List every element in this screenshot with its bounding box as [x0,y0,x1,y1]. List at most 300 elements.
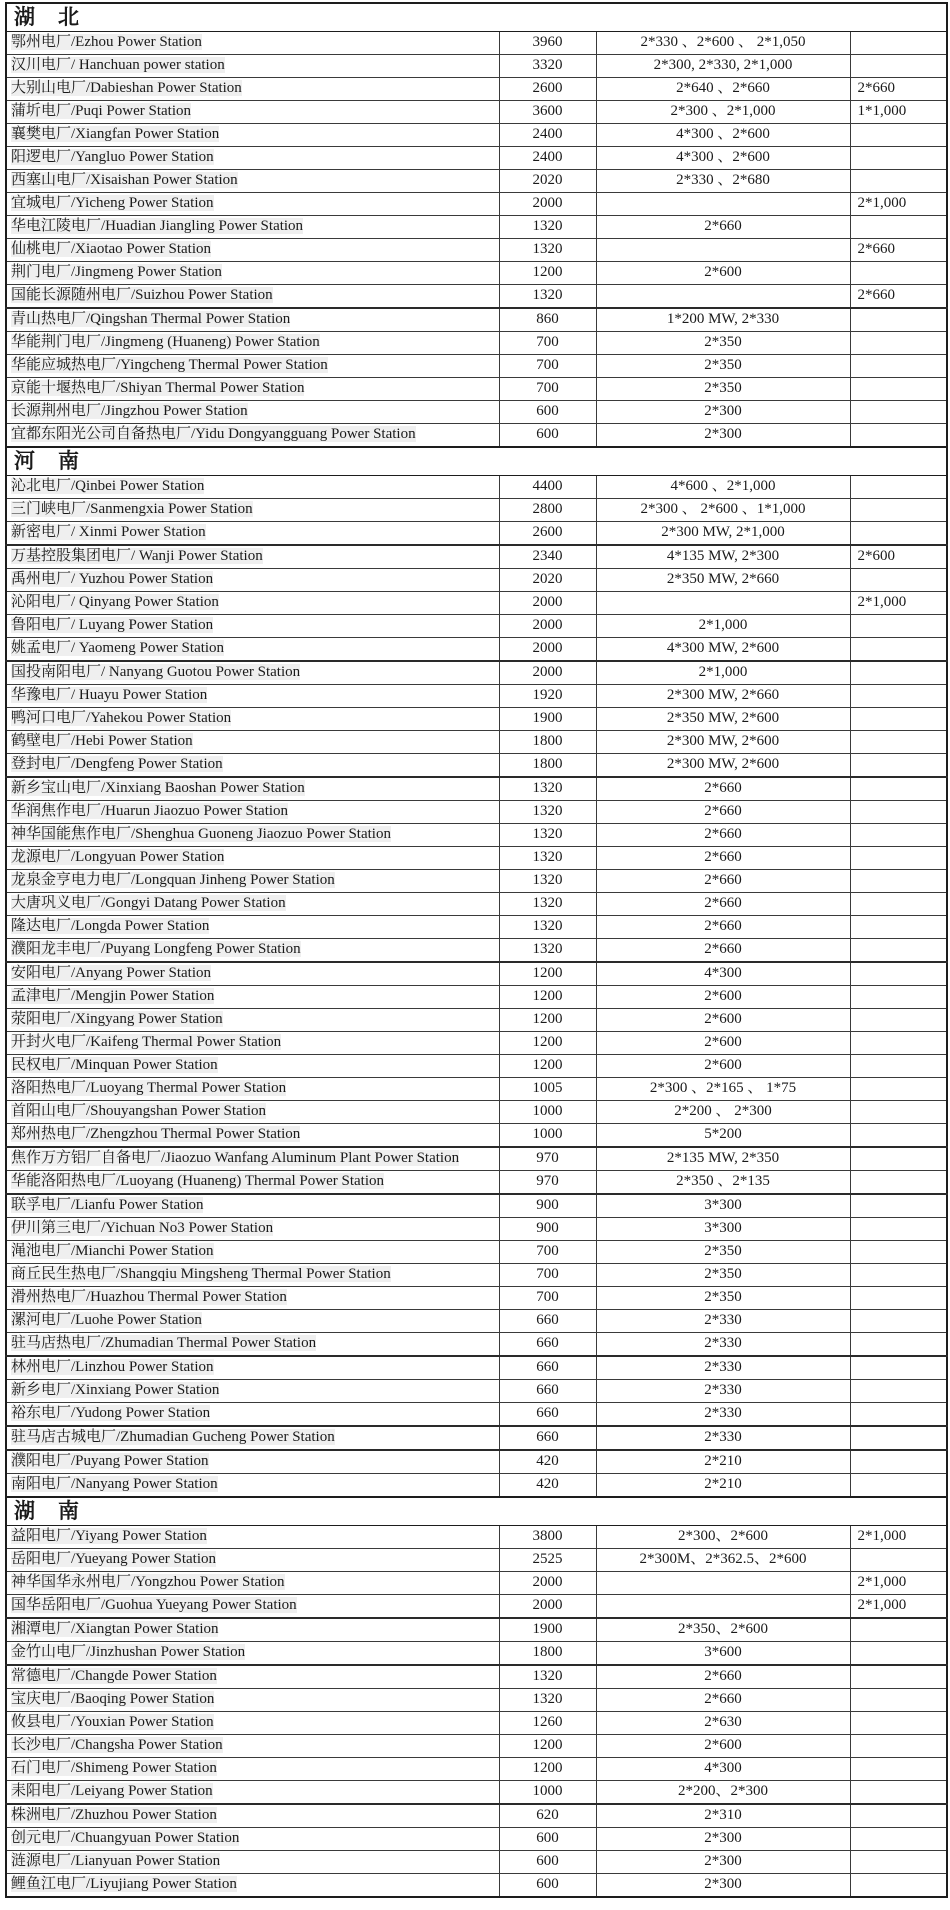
station-name-cell [6,1549,499,1572]
units-value: 2*210 [704,1453,742,1470]
units-cell [596,1147,850,1171]
capacity-value: 660 [536,1429,559,1446]
station-name-cell [6,476,499,499]
station-name-cell [6,1758,499,1781]
capacity-cell [499,1264,596,1287]
units-value: 2*300 MW, 2*1,000 [661,524,785,541]
units-cell [596,569,850,592]
table-row [6,685,947,708]
station-name: 国能长源随州电厂/Suizhou Power Station [11,287,273,304]
capacity-value: 1320 [532,826,563,843]
station-name: 裕东电厂/Yudong Power Station [11,1405,211,1422]
units-cell [596,499,850,522]
station-name: 荆门电厂/Jingmeng Power Station [11,264,222,281]
extra-units-value: 2*1,000 [857,594,907,611]
units-value: 3*600 [704,1644,742,1661]
capacity-cell [499,124,596,147]
extra-units-cell [850,754,947,778]
units-value: 2*300 [704,1876,742,1893]
capacity-cell [499,1310,596,1333]
units-cell [596,1474,850,1498]
capacity-value: 660 [536,1382,559,1399]
units-value: 2*600 [704,1737,742,1754]
capacity-cell [499,1194,596,1218]
units-value: 2*350 MW, 2*660 [666,571,780,588]
capacity-value: 1320 [532,780,563,797]
extra-units-cell [850,1758,947,1781]
capacity-cell [499,1526,596,1549]
station-name-cell [6,1101,499,1124]
capacity-cell [499,638,596,662]
capacity-cell [499,170,596,193]
station-name-cell [6,939,499,963]
station-name: 三门峡电厂/Sanmengxia Power Station [11,501,253,518]
extra-units-cell [850,939,947,963]
capacity-value: 700 [536,334,559,351]
extra-units-cell [850,1287,947,1310]
capacity-cell [499,1380,596,1403]
units-cell [596,1310,850,1333]
station-name: 耒阳电厂/Leiyang Power Station [11,1783,213,1800]
table-row [6,1665,947,1689]
table-row [6,1851,947,1874]
table-row [6,939,947,963]
station-name: 攸县电厂/Youxian Power Station [11,1714,214,1731]
units-cell [596,401,850,424]
capacity-value: 2000 [532,1574,563,1591]
station-name: 濮阳电厂/Puyang Power Station [11,1453,209,1470]
table-row [6,1874,947,1898]
table-row [6,592,947,615]
units-value: 2*300 [704,403,742,420]
table-row [6,1310,947,1333]
units-value: 2*310 [704,1807,742,1824]
extra-units-cell [850,1572,947,1595]
station-name: 金竹山电厂/Jinzhushan Power Station [11,1644,246,1661]
capacity-cell [499,1450,596,1474]
capacity-cell [499,1403,596,1427]
extra-units-cell [850,847,947,870]
station-name: 华豫电厂/ Huayu Power Station [11,687,208,704]
extra-units-cell [850,1618,947,1642]
capacity-value: 1800 [532,733,563,750]
capacity-value: 660 [536,1312,559,1329]
capacity-value: 1900 [532,1621,563,1638]
station-name-cell [6,1426,499,1450]
capacity-value: 3800 [532,1528,563,1545]
units-cell [596,962,850,986]
capacity-cell [499,355,596,378]
extra-units-cell [850,124,947,147]
station-name-cell [6,1874,499,1898]
station-name-cell [6,1264,499,1287]
units-value: 2*300 MW, 2*660 [666,687,780,704]
units-cell [596,332,850,355]
station-name-cell [6,1735,499,1758]
table-row [6,101,947,124]
station-name-cell [6,1851,499,1874]
capacity-value: 1200 [532,1034,563,1051]
extra-units-cell [850,1124,947,1148]
units-value: 2*330 [704,1429,742,1446]
table-row [6,147,947,170]
table-row [6,870,947,893]
station-name: 林州电厂/Linzhou Power Station [11,1359,214,1376]
table-row [6,1474,947,1498]
station-name-cell [6,378,499,401]
units-value: 3*300 [704,1197,742,1214]
table-row [6,1758,947,1781]
station-name-cell [6,424,499,448]
station-name-cell [6,1642,499,1666]
units-cell [596,1124,850,1148]
table-row [6,1101,947,1124]
units-value: 2*630 [704,1714,742,1731]
station-name-cell [6,499,499,522]
units-cell [596,1804,850,1828]
capacity-value: 700 [536,1243,559,1260]
units-cell [596,1194,850,1218]
units-value: 2*660 [704,826,742,843]
station-name: 首阳山电厂/Shouyangshan Power Station [11,1103,266,1120]
station-name-cell [6,1712,499,1735]
capacity-value: 1320 [532,218,563,235]
extra-units-cell [850,1147,947,1171]
station-name-cell [6,285,499,309]
extra-units-cell [850,1474,947,1498]
capacity-value: 1200 [532,1057,563,1074]
station-name-cell [6,1828,499,1851]
capacity-cell [499,939,596,963]
capacity-cell [499,378,596,401]
table-row [6,1781,947,1805]
table-row [6,1804,947,1828]
extra-units-cell [850,1310,947,1333]
table-row [6,1055,947,1078]
units-cell [596,1218,850,1241]
capacity-cell [499,1333,596,1357]
capacity-value: 1200 [532,264,563,281]
units-cell [596,685,850,708]
units-cell [596,592,850,615]
station-name-cell [6,870,499,893]
extra-units-value: 1*1,000 [857,103,907,120]
station-name: 宜都东阳光公司自备热电厂/Yidu Dongyangguang Power Station [11,426,416,443]
station-name: 青山热电厂/Qingshan Thermal Power Station [11,311,291,328]
extra-units-value: 2*1,000 [857,195,907,212]
capacity-value: 1800 [532,756,563,773]
units-cell [596,1101,850,1124]
units-value: 2*350 MW, 2*600 [666,710,780,727]
station-name-cell [6,1218,499,1241]
extra-units-cell [850,1689,947,1712]
extra-units-cell [850,1171,947,1195]
capacity-value: 660 [536,1359,559,1376]
extra-units-cell [850,332,947,355]
extra-units-cell [850,147,947,170]
station-name-cell [6,308,499,332]
capacity-cell [499,1474,596,1498]
capacity-value: 2600 [532,80,563,97]
station-name-cell [6,893,499,916]
units-value: 2*350 [704,334,742,351]
capacity-cell [499,262,596,285]
units-cell [596,1287,850,1310]
capacity-cell [499,870,596,893]
units-cell [596,32,850,55]
station-name: 驻马店古城电厂/Zhumadian Gucheng Power Station [11,1429,335,1446]
table-row [6,1828,947,1851]
capacity-cell [499,1665,596,1689]
station-name-cell [6,1618,499,1642]
table-row [6,55,947,78]
extra-units-cell [850,378,947,401]
station-name-cell [6,847,499,870]
station-name: 大别山电厂/Dabieshan Power Station [11,80,242,97]
extra-units-cell [850,569,947,592]
capacity-cell [499,239,596,262]
table-row [6,1595,947,1619]
extra-units-cell [850,1426,947,1450]
station-name: 华电江陵电厂/Huadian Jiangling Power Station [11,218,304,235]
capacity-cell [499,193,596,216]
extra-units-cell [850,777,947,801]
capacity-cell [499,1101,596,1124]
units-cell [596,1264,850,1287]
table-row [6,1032,947,1055]
units-cell [596,824,850,847]
capacity-cell [499,78,596,101]
station-name: 伊川第三电厂/Yichuan No3 Power Station [11,1220,274,1237]
table-row [6,193,947,216]
station-name-cell [6,962,499,986]
extra-units-cell [850,545,947,569]
capacity-value: 1800 [532,1644,563,1661]
station-name-cell [6,401,499,424]
station-name-cell [6,1526,499,1549]
capacity-cell [499,1874,596,1898]
units-cell [596,847,850,870]
capacity-cell [499,754,596,778]
capacity-cell [499,847,596,870]
station-name-cell [6,1572,499,1595]
table-row [6,824,947,847]
units-cell [596,870,850,893]
station-name: 石门电厂/Shimeng Power Station [11,1760,217,1777]
station-name: 郑州热电厂/Zhengzhou Thermal Power Station [11,1126,301,1143]
table-row [6,754,947,778]
capacity-cell [499,1218,596,1241]
units-value: 2*300 、 2*600 、1*1,000 [640,501,806,518]
station-name: 神华国能焦作电厂/Shenghua Guoneng Jiaozuo Power Station [11,826,391,843]
station-name: 商丘民生热电厂/Shangqiu Mingsheng Thermal Power Station [11,1266,391,1283]
station-name-cell [6,777,499,801]
station-name-cell [6,1032,499,1055]
station-name-cell [6,1403,499,1427]
extra-units-cell [850,986,947,1009]
station-name: 新密电厂/ Xinmi Power Station [11,524,206,541]
capacity-cell [499,499,596,522]
units-cell [596,801,850,824]
units-cell [596,216,850,239]
station-name-cell [6,638,499,662]
capacity-value: 420 [536,1453,559,1470]
units-value: 2*300 [704,426,742,443]
capacity-cell [499,615,596,638]
units-value: 2*660 [704,218,742,235]
station-name-cell [6,1665,499,1689]
capacity-value: 1000 [532,1126,563,1143]
station-name-cell [6,355,499,378]
units-cell [596,777,850,801]
capacity-cell [499,592,596,615]
station-name: 联孚电厂/Lianfu Power Station [11,1197,204,1214]
capacity-value: 700 [536,1289,559,1306]
table-row [6,545,947,569]
capacity-value: 420 [536,1476,559,1493]
extra-units-cell [850,55,947,78]
station-name-cell [6,916,499,939]
station-name: 禹州电厂/ Yuzhou Power Station [11,571,214,588]
units-value: 2*330 [704,1405,742,1422]
section-title: 湖 北 [6,3,947,32]
extra-units-cell [850,32,947,55]
table-row [6,401,947,424]
capacity-cell [499,1572,596,1595]
station-name-cell [6,1781,499,1805]
extra-units-cell [850,424,947,448]
capacity-cell [499,32,596,55]
capacity-cell [499,1426,596,1450]
extra-units-cell [850,1595,947,1619]
extra-units-cell [850,1380,947,1403]
capacity-value: 600 [536,403,559,420]
units-cell [596,545,850,569]
station-name-cell [6,1310,499,1333]
table-row [6,1147,947,1171]
capacity-cell [499,661,596,685]
units-value: 2*640 、2*660 [676,80,770,97]
station-name: 万基控股集团电厂/ Wanji Power Station [11,548,263,565]
extra-units-cell [850,824,947,847]
station-name-cell [6,32,499,55]
extra-units-cell [850,685,947,708]
units-value: 5*200 [704,1126,742,1143]
table-row [6,1572,947,1595]
extra-units-cell [850,216,947,239]
units-cell [596,1078,850,1101]
extra-units-cell [850,499,947,522]
table-row [6,170,947,193]
table-row [6,615,947,638]
capacity-cell [499,801,596,824]
capacity-value: 700 [536,380,559,397]
extra-units-cell [850,1009,947,1032]
station-name: 鸭河口电厂/Yahekou Power Station [11,710,232,727]
station-name: 孟津电厂/Mengjin Power Station [11,988,215,1005]
units-cell [596,378,850,401]
capacity-value: 700 [536,1266,559,1283]
capacity-cell [499,777,596,801]
capacity-cell [499,55,596,78]
station-name: 华能洛阳热电厂/Luoyang (Huaneng) Thermal Power Station [11,1173,384,1190]
units-cell [596,1403,850,1427]
units-cell [596,939,850,963]
units-cell [596,1689,850,1712]
units-value: 2*660 [704,803,742,820]
station-name: 国投南阳电厂/ Nanyang Guotou Power Station [11,664,301,681]
station-name-cell [6,1595,499,1619]
capacity-value: 1320 [532,849,563,866]
capacity-cell [499,986,596,1009]
capacity-cell [499,893,596,916]
extra-units-cell [850,285,947,309]
capacity-cell [499,1078,596,1101]
extra-units-cell [850,1665,947,1689]
units-value: 2*660 [704,872,742,889]
extra-units-cell [850,870,947,893]
units-value: 2*600 [704,1034,742,1051]
station-name: 渑池电厂/Mianchi Power Station [11,1243,214,1260]
extra-units-cell [850,1194,947,1218]
table-row [6,1450,947,1474]
units-cell [596,754,850,778]
station-name-cell [6,1009,499,1032]
units-cell [596,731,850,754]
extra-units-cell [850,1333,947,1357]
units-value: 2*1,000 [698,664,748,681]
units-cell [596,986,850,1009]
units-value: 2*300 [704,1853,742,1870]
units-value: 2*330 、2*680 [676,172,770,189]
extra-units-cell [850,170,947,193]
station-name: 阳逻电厂/Yangluo Power Station [11,149,214,166]
capacity-cell [499,1851,596,1874]
table-row [6,476,947,499]
capacity-cell [499,1009,596,1032]
units-value: 2*135 MW, 2*350 [666,1150,780,1167]
capacity-value: 1900 [532,710,563,727]
capacity-cell [499,1595,596,1619]
extra-units-cell [850,101,947,124]
capacity-value: 1260 [532,1714,563,1731]
station-name-cell [6,1055,499,1078]
table-row [6,332,947,355]
capacity-value: 1200 [532,988,563,1005]
capacity-cell [499,401,596,424]
units-value: 4*600 、2*1,000 [670,478,776,495]
units-cell [596,101,850,124]
capacity-cell [499,1147,596,1171]
table-row [6,1241,947,1264]
table-row [6,522,947,546]
extra-units-cell [850,661,947,685]
station-name: 新乡电厂/Xinxiang Power Station [11,1382,220,1399]
station-name: 长源荆州电厂/Jingzhou Power Station [11,403,248,420]
capacity-cell [499,216,596,239]
extra-units-value: 2*1,000 [857,1528,907,1545]
capacity-value: 2000 [532,594,563,611]
capacity-cell [499,1804,596,1828]
units-cell [596,661,850,685]
table-row [6,1009,947,1032]
capacity-value: 860 [536,311,559,328]
capacity-value: 900 [536,1220,559,1237]
units-cell [596,1828,850,1851]
capacity-value: 1320 [532,918,563,935]
capacity-value: 1200 [532,965,563,982]
table-row [6,777,947,801]
